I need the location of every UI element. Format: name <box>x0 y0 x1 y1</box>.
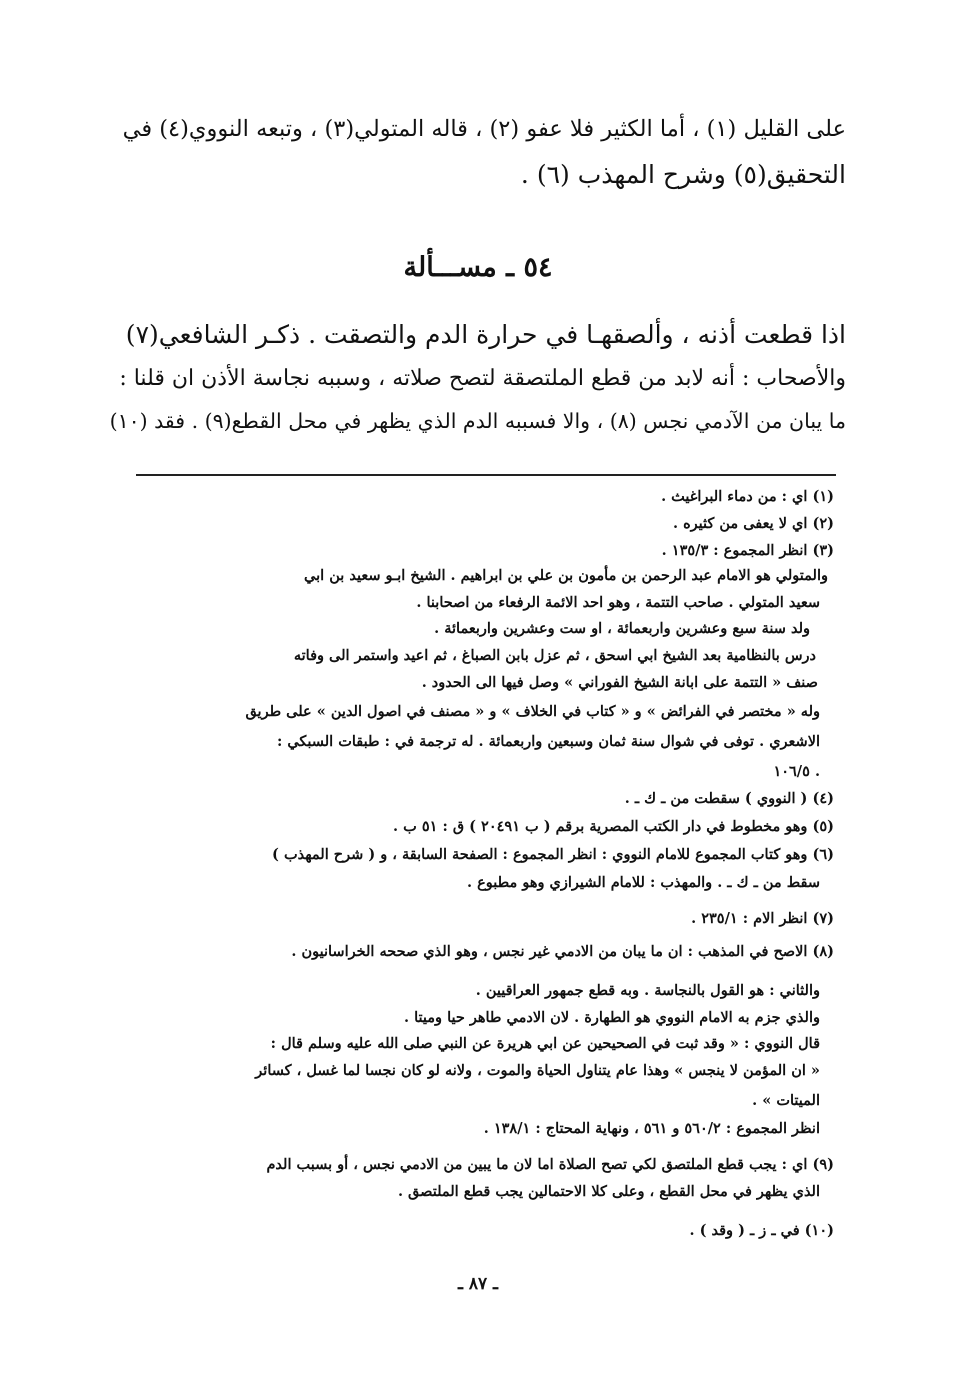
footnote-line: (٦) وهو كتاب المجموع للامام النووي : انظر المجموع : الصفحة السابقة ، و ( شرح المهذب ) <box>272 846 834 863</box>
footnote-line: « ان المؤمن لا ينجس » وهذا عام يتناول الحياة والموت ، ولانه لو كان نجسا لما غسل ، كسائر <box>255 1062 820 1079</box>
footnote-line: (٢) اي لا يعفى من كثيره . <box>672 515 834 532</box>
footnote-line: الاشعري . توفى في شوال سنة ثمان وسبعين واربعمائة . له ترجمة في : طبقات السبكي : <box>276 733 820 750</box>
page-number: ـ ٨٧ ـ <box>457 1274 499 1294</box>
footnote-line: (٣) انظر المجموع : ١٣٥/٣ . <box>661 542 834 559</box>
footnote-line: درس بالنظامية بعد الشيخ ابي اسحق ، ثم عزل بابن الصباغ ، ثم اعيد واستمر الى وفاته <box>293 647 816 664</box>
footnote-line: الميتات » . <box>752 1092 820 1109</box>
footnote-line: . ١٠٦/٥ <box>773 763 820 780</box>
footnote-line: (١٠) في ـ ز ـ ( وقد ) . <box>689 1222 834 1239</box>
footnote-line: (٤) ( النووي ) سقطت من ـ ك ـ . <box>624 790 834 807</box>
footnote-line: الذي يظهر في محل القطع ، وعلى كلا الاحتمالين يجب قطع الملتصق . <box>397 1183 820 1200</box>
footnote-line: والذي جزم به الامام النووي هو الطهارة . لان الادمي طاهر حيا وميتا . <box>403 1009 820 1026</box>
body-line-1: على القليل (١) ، أما الكثير فلا عفو (٢) ، قاله المتولي(٣) ، وتبعه النووي(٤) في <box>122 116 846 142</box>
footnote-line: انظر المجموع : ٥٦٠/٢ و ٥٦١ ، ونهاية المحتاج : ١٣٨/١ . <box>483 1120 820 1137</box>
footnote-line: (٥) وهو مخطوط في دار الكتب المصرية برقم ( ب ٢٠٤٩١ ) ق : ٥١ ب . <box>393 818 834 835</box>
section-heading: ٥٤ ـ مســـألة <box>403 252 553 283</box>
footnote-line: والمتولي هو الامام عبد الرحمن بن مأمون بن علي بن ابراهيم . الشيخ ابـو سعيد بن ابي <box>304 567 828 584</box>
footnote-line: ولد سنة سبع وعشرين واربعمائة ، او ست وعشرين واربعمائة . <box>434 620 810 637</box>
footnote-line: والثاني : هو القول بالنجاسة . وبه قطع جمهور العراقيين . <box>475 982 820 999</box>
footnote-line: قال النووي : « وقد ثبت في الصحيحين عن ابي هريرة عن النبي صلى الله عليه وسلم قال : <box>270 1035 820 1052</box>
body-line-4: والأصحاب : أنه لابد من قطع الملتصقة لتصح صلاته ، وسببه نجاسة الأذن ان قلنا : <box>119 366 846 391</box>
footnote-line: (٨) الاصح في المذهب : ان ما يبان من الادمي غير نجس ، وهو الذي صححه الخراسانيون . <box>291 943 834 960</box>
footnote-line: صنف « التتمة على ابانة الشيخ الفوراني » وصل فيها الى الحدود . <box>421 674 818 691</box>
footnote-line: (٧) انظر الام : ٢٣٥/١ . <box>691 910 834 927</box>
footnote-line: وله « مختصر في الفرائض » و « كتاب في الخلاف » و « مصنف في اصول الدين » على طريق <box>245 703 820 720</box>
body-line-5: ما يبان من الآدمي نجس (٨) ، والا فسببه الدم الذي يظهر في محل القطع(٩) . فقد (١٠) <box>109 409 846 433</box>
footnote-line: سقط من ـ ك ـ . والمهذب : للامام الشيرازي وهو مطبوع . <box>467 874 820 891</box>
footnote-line: سعيد المتولي . صاحب التتمة ، وهو احد الائمة الرفعاء من اصحابنا . <box>416 594 820 611</box>
body-line-2: التحقيق(٥) وشرح المهذب (٦) . <box>520 160 846 189</box>
body-line-3: اذا قطعت أذنه ، وألصقهـا في حرارة الدم والتصقت . ذكـر الشافعي(٧) <box>125 320 846 349</box>
footnote-separator <box>136 474 836 476</box>
footnote-line: (٩) اي : يجب قطع الملتصق لكي تصح الصلاة اما لان ما يبين من الادمي نجس ، أو بسبب الدم <box>266 1156 834 1173</box>
footnote-line: (١) اي : من دماء البراغيث . <box>661 488 834 505</box>
